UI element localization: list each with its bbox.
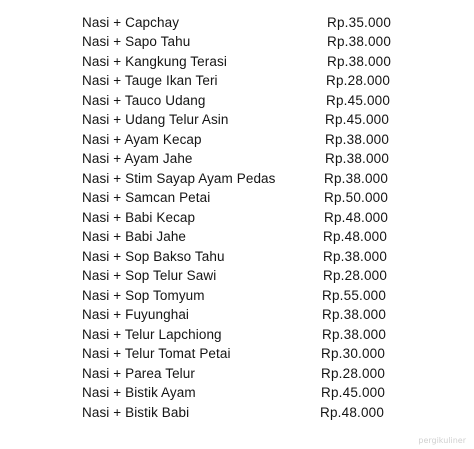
menu-item-name: Nasi + Tauco Udang (82, 93, 206, 108)
menu-item-price: Rp.38.000 (322, 307, 387, 322)
menu-item-price: Rp.38.000 (322, 327, 387, 342)
menu-item (0, 305, 474, 324)
menu-item (0, 344, 474, 363)
menu-item-name: Nasi + Babi Kecap (82, 210, 196, 225)
menu-item-name: Nasi + Capchay (82, 15, 180, 30)
menu-item (0, 403, 474, 422)
menu-item-name: Nasi + Bistik Ayam (82, 385, 196, 400)
menu-item-name: Nasi + Sop Tomyum (82, 288, 205, 303)
menu-item-name: Nasi + Fuyunghai (82, 307, 190, 322)
menu-item-price: Rp.28.000 (323, 268, 388, 283)
menu-item-name: Nasi + Ayam Jahe (82, 151, 193, 166)
menu-item-name: Nasi + Babi Jahe (82, 229, 187, 244)
menu-item (0, 110, 474, 129)
menu-item (0, 383, 474, 402)
menu-item-price: Rp.35.000 (327, 15, 392, 30)
menu-item (0, 364, 474, 383)
menu-item (0, 149, 474, 168)
menu-item-price: Rp.48.000 (324, 210, 389, 225)
menu-item-price: Rp.38.000 (323, 249, 388, 264)
menu-item-name: Nasi + Tauge Ikan Teri (82, 73, 218, 88)
menu-item-name: Nasi + Telur Lapchiong (82, 327, 222, 342)
menu-item-price: Rp.45.000 (321, 385, 386, 400)
watermark-logo: pergikuliner (418, 436, 466, 445)
menu-item-price: Rp.38.000 (325, 151, 390, 166)
menu-item-name: Nasi + Sop Telur Sawi (82, 268, 217, 283)
menu-item-price: Rp.28.000 (326, 73, 391, 88)
menu-item-name: Nasi + Stim Sayap Ayam Pedas (82, 171, 276, 186)
menu-item-price: Rp.48.000 (320, 405, 385, 420)
menu-item (0, 286, 474, 305)
menu-item-name: Nasi + Parea Telur (82, 366, 195, 381)
menu-item (0, 325, 474, 344)
menu-item-name: Nasi + Ayam Kecap (82, 132, 202, 147)
menu-item-price: Rp.45.000 (325, 112, 390, 127)
menu-item-name: Nasi + Kangkung Terasi (82, 54, 227, 69)
menu-item (0, 32, 474, 51)
menu-item-name: Nasi + Sop Bakso Tahu (82, 249, 225, 264)
menu-item (0, 91, 474, 110)
menu-item (0, 247, 474, 266)
menu-item (0, 130, 474, 149)
menu-item-name: Nasi + Telur Tomat Petai (82, 346, 231, 361)
menu-item (0, 266, 474, 285)
menu-item-price: Rp.38.000 (325, 132, 390, 147)
menu-item-price: Rp.45.000 (326, 93, 391, 108)
menu-item (0, 13, 474, 32)
menu-item-price: Rp.48.000 (323, 229, 388, 244)
menu-item-price: Rp.30.000 (321, 346, 386, 361)
menu-item-price: Rp.38.000 (324, 171, 389, 186)
menu-item (0, 71, 474, 90)
menu-item-name: Nasi + Bistik Babi (82, 405, 190, 420)
menu-item-price: Rp.55.000 (322, 288, 387, 303)
menu-item-price: Rp.38.000 (327, 34, 392, 49)
menu-item-name: Nasi + Samcan Petai (82, 190, 211, 205)
menu-item-price: Rp.50.000 (324, 190, 389, 205)
menu-item (0, 208, 474, 227)
menu-item (0, 188, 474, 207)
menu-item-name: Nasi + Udang Telur Asin (82, 112, 229, 127)
menu-item-name: Nasi + Sapo Tahu (82, 34, 191, 49)
menu-item (0, 227, 474, 246)
menu-item (0, 52, 474, 71)
menu-item-price: Rp.28.000 (321, 366, 386, 381)
menu-item (0, 169, 474, 188)
menu-item-price: Rp.38.000 (327, 54, 392, 69)
